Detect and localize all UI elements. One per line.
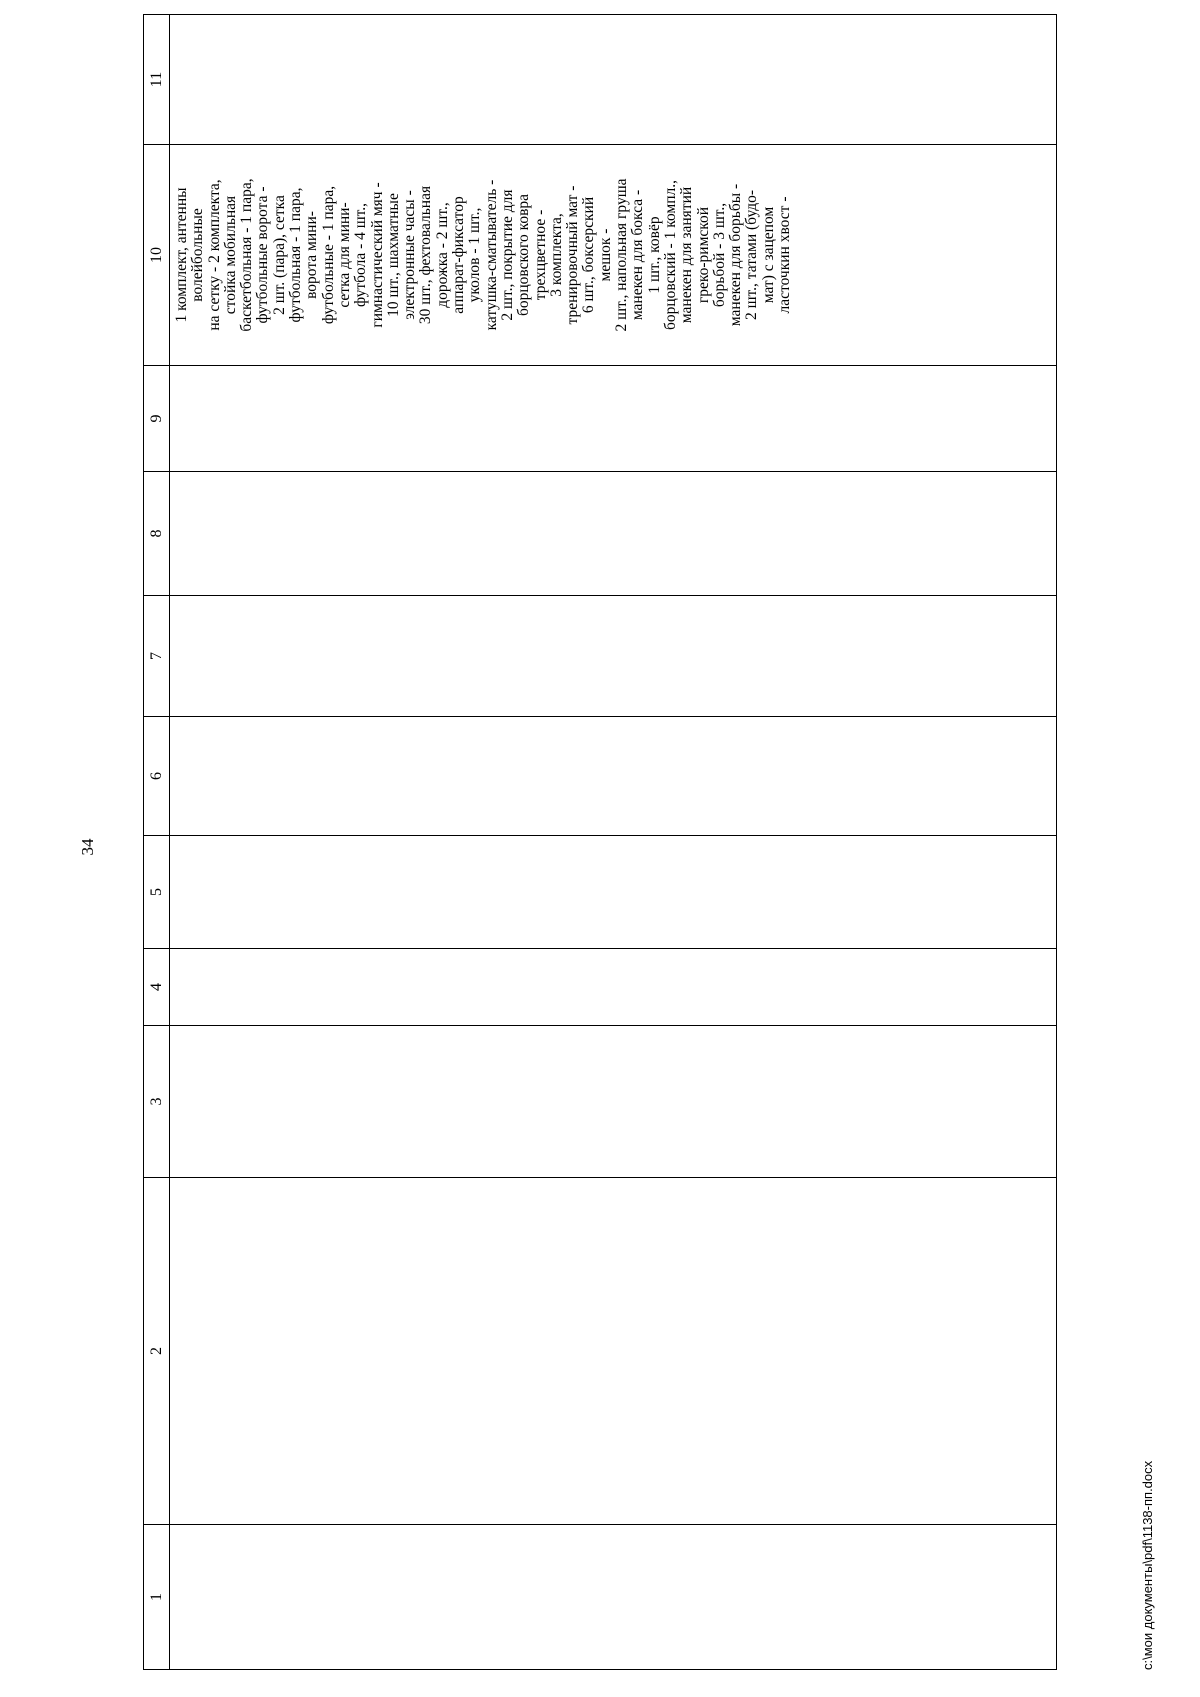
column-header: 6 — [144, 717, 170, 836]
table-cell-col-5 — [170, 836, 1057, 949]
page-number: 34 — [78, 838, 97, 856]
table-cell-col-7 — [170, 596, 1057, 717]
cell-text-line: 1 шт., ковёр — [645, 216, 663, 294]
cell-text-line: 6 шт., боксерский — [580, 196, 598, 314]
column-header: 8 — [144, 472, 170, 596]
column-header: 4 — [144, 949, 170, 1026]
column-header: 10 — [144, 145, 170, 366]
table-cell-col-8 — [170, 472, 1057, 596]
column-header: 9 — [144, 366, 170, 472]
cell-text-line: баскетбольная - 1 пара, — [238, 178, 256, 332]
cell-text-line: 2 шт., татами (будо- — [743, 189, 761, 321]
cell-text-line: гимнастический мяч - — [368, 182, 386, 328]
cell-text-line: манекен для бокса - — [629, 189, 647, 321]
cell-text-line: футбольные ворота - — [254, 186, 272, 324]
cell-text-line: сетка для мини- — [335, 202, 353, 308]
cell-text-line: 2 шт., покрытие для — [498, 189, 516, 321]
cell-text-line: 2 шт. (пара), сетка — [270, 195, 288, 315]
cell-text-line: уколов - 1 шт., — [466, 207, 484, 303]
cell-text-line: мат) с зацепом — [759, 206, 777, 304]
table-row — [170, 15, 1057, 1670]
table-cell-col-6 — [170, 717, 1057, 836]
cell-text-line: аппарат-фиксатор — [450, 196, 468, 314]
cell-text-line: стойка мобильная — [221, 195, 239, 315]
table-cell-col-1 — [170, 1525, 1057, 1670]
table-cell-col-3 — [170, 1026, 1057, 1178]
cell-text-line: 3 комплекта, — [547, 213, 565, 297]
cell-text-line: 10 шт., шахматные — [384, 193, 402, 317]
cell-text-line: 2 шт., напольная груша — [613, 178, 631, 332]
table-cell-col-4 — [170, 949, 1057, 1026]
column-header: 7 — [144, 596, 170, 717]
column-header: 3 — [144, 1026, 170, 1178]
cell-text-line: катушка-сматыватель - — [482, 179, 500, 331]
cell-text-line: манекен для борьбы - — [727, 183, 745, 327]
cell-text-line: футбола - 4 шт., — [352, 202, 370, 308]
cell-text-line: футбольные - 1 пара, — [319, 185, 337, 325]
cell-text-line: греко-римской — [694, 206, 712, 304]
cell-text-line: мешок - — [596, 228, 614, 282]
cell-text-line: футбольная - 1 пара, — [287, 187, 305, 323]
cell-text-line: манекен для занятий — [678, 186, 696, 324]
cell-text-line: волейбольные — [189, 208, 207, 302]
cell-text-line: борцовского ковра — [515, 193, 533, 317]
table-cell-col-10 — [170, 145, 1057, 366]
column-header: 1 — [144, 1525, 170, 1670]
cell-text-line: ворота мини- — [303, 211, 321, 299]
equipment-table — [143, 14, 1057, 1670]
column-header: 11 — [144, 15, 170, 145]
table-cell-col-11 — [170, 15, 1057, 145]
table-cell-col-2 — [170, 1178, 1057, 1525]
cell-text-line: на сетку - 2 комплекта, — [205, 179, 223, 331]
cell-text-line: дорожка - 2 шт., — [433, 202, 451, 308]
table-header-row — [144, 15, 170, 1670]
column-header: 5 — [144, 836, 170, 949]
cell-text-line: тренировочный мат - — [564, 185, 582, 325]
table-cell-col-9 — [170, 366, 1057, 472]
cell-text-line: борьбой - 3 шт., — [710, 202, 728, 308]
cell-text-line: 30 шт., фехтовальная — [417, 185, 435, 325]
cell-text-line: борцовский - 1 компл., — [661, 180, 679, 330]
document-path-footer: c:\мои документы\pdf\1138-пп.docx — [1140, 1460, 1155, 1670]
cell-text-line: трехцветное - — [531, 209, 549, 301]
cell-text-line: ласточкин хвост - — [775, 196, 793, 314]
column-header: 2 — [144, 1178, 170, 1525]
cell-text-line: электронные часы - — [401, 190, 419, 320]
cell-text-line: 1 комплект, антенны — [173, 187, 190, 323]
